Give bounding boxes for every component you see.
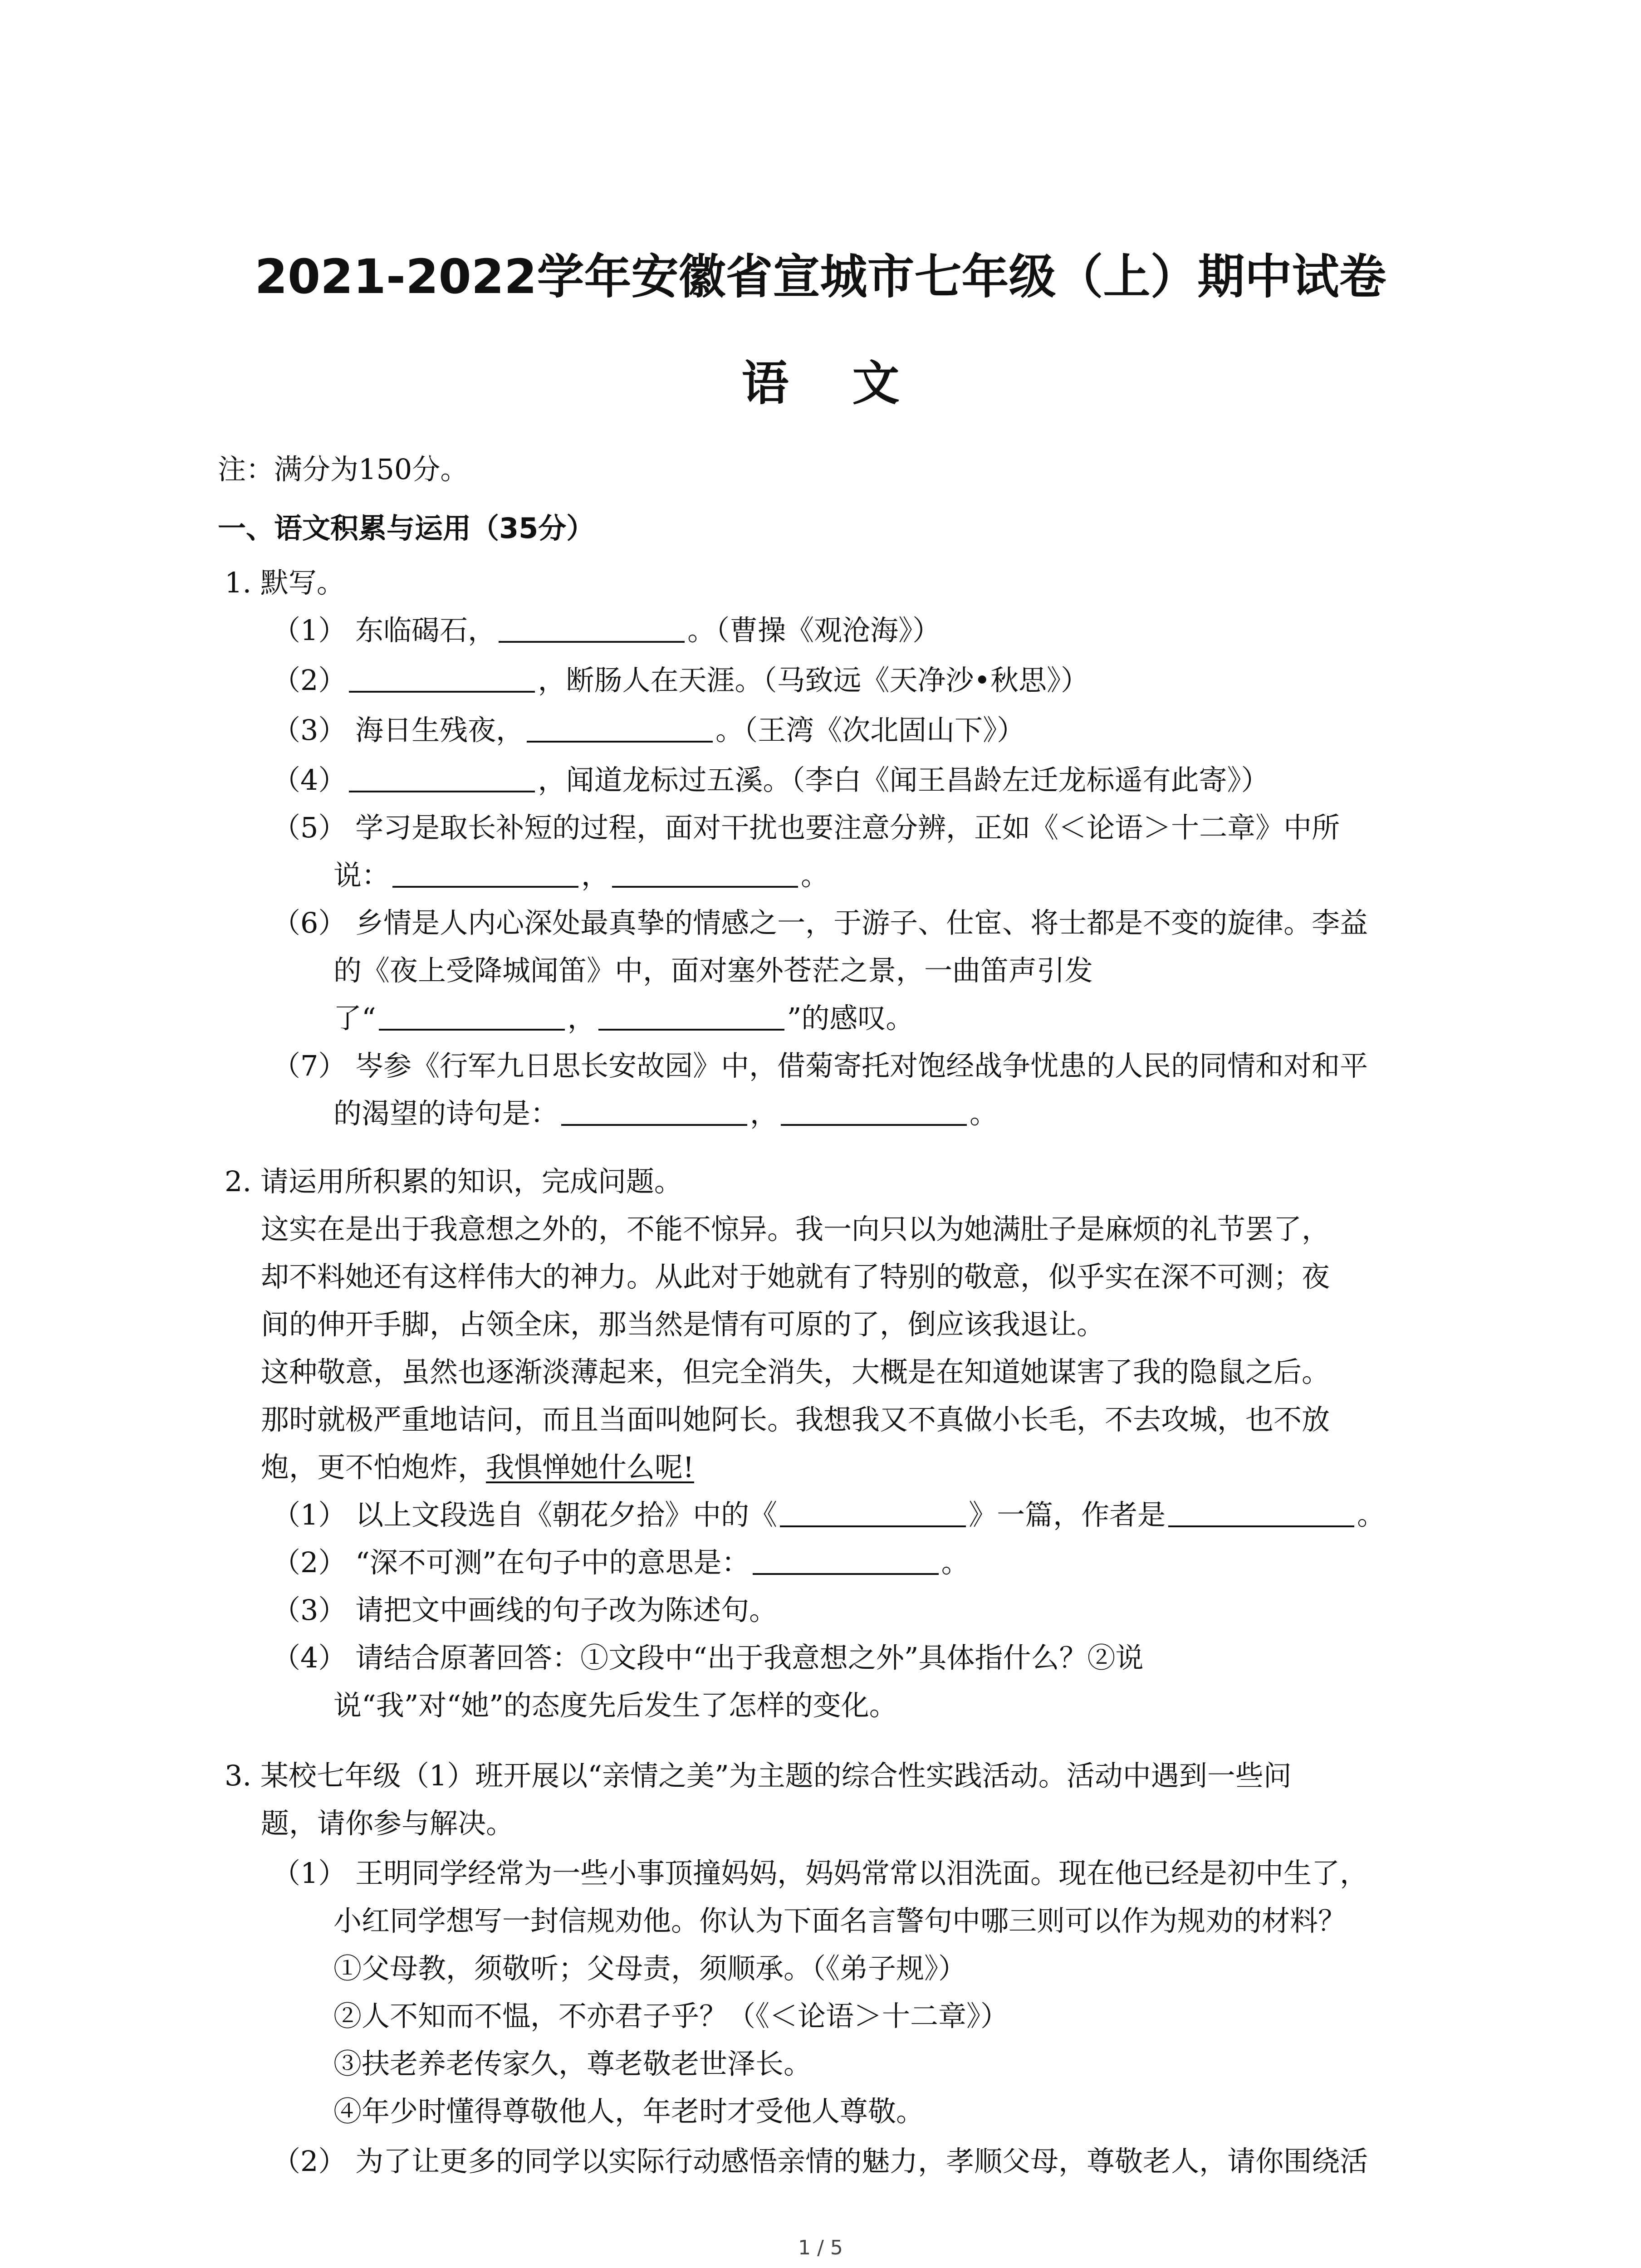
page-number: 1 / 5 xyxy=(798,2236,843,2259)
text: ，闻道龙标过五溪。（李白《闻王昌龄左迁龙标遥有此寄》） xyxy=(538,763,1269,797)
text: 。 xyxy=(941,1546,970,1579)
q1-item-6-line2: 的《夜上受降城闻笛》中，面对塞外苍茫之景，一曲笛声引发 xyxy=(333,954,1093,987)
text: 的渴望的诗句是： xyxy=(333,1097,559,1130)
q1-item-2 xyxy=(272,660,1089,701)
answer-blank[interactable] xyxy=(527,713,713,743)
score-note: 注：满分为150分。 xyxy=(218,453,469,486)
text: （3） 海日生残夜， xyxy=(272,714,524,747)
text: 》一篇，作者是 xyxy=(969,1498,1166,1531)
answer-blank[interactable] xyxy=(561,1096,747,1126)
q3-sub-2: （2） 为了让更多的同学以实际行动感悟亲情的魅力，孝顺父母，尊敬老人，请你围绕活 xyxy=(272,2145,1368,2178)
option-item: ④年少时懂得尊敬他人，年老时才受他人尊敬。 xyxy=(333,2095,925,2128)
subject-title: 语文 xyxy=(741,356,963,411)
passage-line: 却不料她还有这样伟大的神力。从此对于她就有了特别的敬意，似乎实在深不可测；夜 xyxy=(261,1260,1330,1293)
option-item: ①父母教，须敬听；父母责，须顺承。（《弟子规》） xyxy=(333,1952,967,1985)
text: （1） 东临碣石， xyxy=(272,614,496,647)
q2-sub-3: （3） 请把文中画线的句子改为陈述句。 xyxy=(272,1593,778,1627)
underlined-sentence: 我惧惮她什么呢! xyxy=(486,1451,694,1484)
q2-sub-1 xyxy=(272,1495,1385,1535)
text: （1） 以上文段选自《朝花夕拾》中的《 xyxy=(272,1498,778,1531)
text: （2） “深不可测”在句子中的意思是： xyxy=(272,1546,750,1579)
q1-item-7-line2 xyxy=(333,1093,998,1134)
answer-blank[interactable] xyxy=(753,1545,939,1575)
answer-blank[interactable] xyxy=(612,858,798,888)
answer-blank[interactable] xyxy=(499,613,685,643)
q1-item-5-line1: （5） 学习是取长补短的过程，面对干扰也要注意分辨，正如《＜论语＞十二章》中所 xyxy=(272,811,1340,844)
text: （2） xyxy=(272,664,347,697)
text: 炮，更不怕炮炸， xyxy=(261,1451,486,1484)
answer-blank[interactable] xyxy=(781,1096,967,1126)
text: 。（王湾《次北固山下》） xyxy=(715,714,1025,747)
q1-item-5-line2 xyxy=(333,855,829,896)
text: （4） xyxy=(272,763,347,797)
question-3-stem: 3. 某校七年级（1）班开展以“亲情之美”为主题的综合性实践活动。活动中遇到一些问 xyxy=(225,1759,1292,1792)
text: 说： xyxy=(333,859,390,892)
section-heading: 一、语文积累与运用（35分） xyxy=(218,512,595,545)
question-3-stem-cont: 题，请你参与解决。 xyxy=(261,1807,514,1840)
text: 。 xyxy=(801,859,829,892)
answer-blank[interactable] xyxy=(1168,1497,1354,1527)
q2-sub-2 xyxy=(272,1542,970,1583)
q3-sub-1-line1: （1） 王明同学经常为一些小事顶撞妈妈，妈妈常常以泪洗面。现在他已经是初中生了， xyxy=(272,1857,1368,1890)
exam-title: 2021-2022学年安徽省宣城市七年级（上）期中试卷 xyxy=(255,249,1386,304)
passage-line xyxy=(261,1447,694,1488)
text: 了“ xyxy=(333,1002,376,1035)
answer-blank[interactable] xyxy=(349,663,535,693)
q3-sub-1-line2: 小红同学想写一封信规劝他。你认为下面名言警句中哪三则可以作为规劝的材料？ xyxy=(333,1904,1347,1937)
passage-line: 那时就极严重地诘问，而且当面叫她阿长。我想我又不真做小长毛，不去攻城，也不放 xyxy=(261,1403,1330,1436)
text: ，断肠人在天涯。（马致远《天净沙•秋思》） xyxy=(538,664,1089,697)
answer-blank[interactable] xyxy=(349,763,535,792)
question-2-stem: 2. 请运用所积累的知识，完成问题。 xyxy=(225,1165,682,1198)
q1-item-3 xyxy=(272,710,1025,751)
text: ”的感叹。 xyxy=(787,1002,914,1035)
text: ， xyxy=(750,1097,779,1130)
passage-line: 这种敬意，虽然也逐渐淡薄起来，但完全消失，大概是在知道她谋害了我的隐鼠之后。 xyxy=(261,1355,1330,1388)
text: 。 xyxy=(970,1097,998,1130)
text: ， xyxy=(581,859,610,892)
q1-item-6-line1: （6） 乡情是人内心深处最真挚的情感之一，于游子、仕宦、将士都是不变的旋律。李益 xyxy=(272,906,1368,939)
q1-item-4 xyxy=(272,760,1269,801)
question-1-stem: 1. 默写。 xyxy=(225,566,345,599)
passage-line: 这实在是出于我意想之外的，不能不惊异。我一向只以为她满肚子是麻烦的礼节罢了， xyxy=(261,1212,1330,1246)
answer-blank[interactable] xyxy=(598,1001,784,1031)
text: 。（曹操《观沧海》） xyxy=(687,614,941,647)
passage-line: 间的伸开手脚，占领全床，那当然是情有可原的了，倒应该我退让。 xyxy=(261,1308,1105,1341)
q1-item-1 xyxy=(272,610,941,651)
option-item: ②人不知而不愠，不亦君子乎？（《＜论语＞十二章》） xyxy=(333,1999,1009,2033)
option-item: ③扶老养老传家久，尊老敬老世泽长。 xyxy=(333,2047,812,2080)
q1-item-7-line1: （7） 岑参《行军九日思长安故园》中，借菊寄托对饱经战争忧患的人民的同情和对和平 xyxy=(272,1049,1368,1082)
text: 。 xyxy=(1357,1498,1386,1531)
answer-blank[interactable] xyxy=(392,858,578,888)
answer-blank[interactable] xyxy=(780,1497,966,1527)
answer-blank[interactable] xyxy=(379,1001,565,1031)
q1-item-6-line3 xyxy=(333,998,914,1039)
q2-sub-4-line2: 说“我”对“她”的态度先后发生了怎样的变化。 xyxy=(333,1689,897,1722)
text: ， xyxy=(567,1002,596,1035)
q2-sub-4-line1: （4） 请结合原著回答：①文段中“出于我意想之外”具体指什么？②说 xyxy=(272,1641,1144,1674)
